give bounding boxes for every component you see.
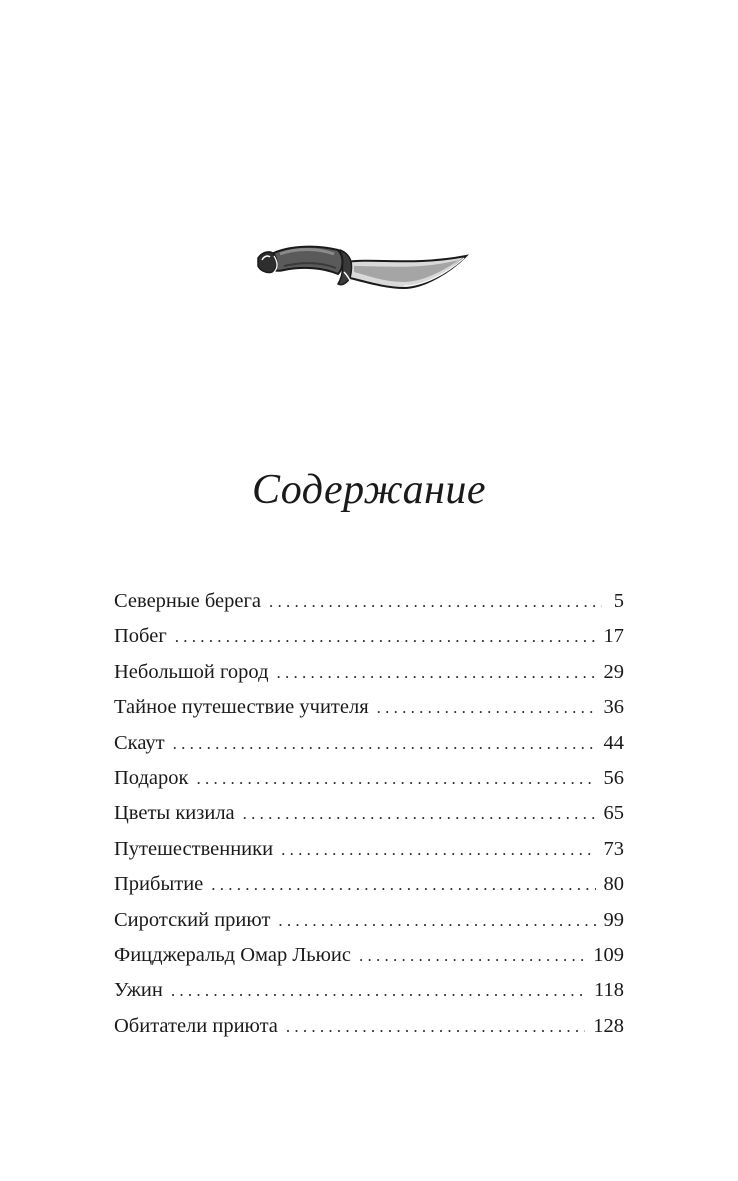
toc-entry[interactable] (114, 873, 624, 908)
toc-entry-page: 118 (594, 979, 624, 1002)
toc-entry-title: Обитатели приюта (114, 1014, 278, 1037)
toc-entry[interactable] (114, 944, 624, 979)
toc-entry-title: Подарок (114, 766, 189, 789)
toc-dot-leader (277, 663, 596, 683)
table-of-contents (114, 590, 624, 1050)
toc-entry[interactable] (114, 767, 624, 802)
toc-entry-title: Фицджеральд Омар Льюис (114, 943, 351, 966)
toc-entry[interactable] (114, 661, 624, 696)
toc-dot-leader (175, 627, 596, 647)
toc-entry-page: 5 (613, 590, 624, 612)
toc-entry-title: Побег (114, 625, 167, 648)
toc-entry-title: Цветы кизила (114, 802, 235, 825)
toc-entry[interactable] (114, 909, 624, 944)
toc-entry-page: 17 (603, 625, 624, 648)
toc-dot-leader (196, 769, 595, 789)
toc-entry-page: 44 (603, 731, 624, 754)
toc-entry-page: 128 (593, 1014, 624, 1037)
toc-entry[interactable] (114, 590, 624, 625)
toc-dot-leader (278, 911, 595, 931)
toc-dot-leader (243, 804, 596, 824)
toc-entry-page: 80 (603, 873, 624, 896)
toc-dot-leader (359, 946, 585, 966)
toc-entry[interactable] (114, 979, 624, 1014)
toc-entry-page: 56 (603, 766, 624, 789)
toc-entry-title: Ужин (114, 979, 163, 1002)
toc-entry-title: Путешественники (114, 837, 274, 860)
toc-entry-title: Тайное путешествие учителя (114, 696, 369, 719)
toc-dot-leader (286, 1017, 585, 1037)
toc-entry[interactable] (114, 696, 624, 731)
toc-entry-page: 109 (593, 943, 624, 966)
toc-entry-title: Скаут (114, 731, 165, 754)
toc-title: Содержание (251, 467, 487, 513)
toc-entry-page: 36 (603, 696, 624, 719)
toc-entry-page: 29 (603, 660, 624, 683)
toc-entry-title: Сиротский приют (114, 908, 271, 931)
toc-entry-page: 65 (603, 802, 624, 825)
toc-entry-title: Небольшой город (114, 660, 269, 683)
toc-entry-title: Прибытие (114, 873, 204, 896)
toc-entry[interactable] (114, 732, 624, 767)
toc-entry-page: 99 (603, 908, 624, 931)
toc-dot-leader (269, 592, 602, 612)
toc-entry-title: Северные берега (114, 590, 262, 612)
toc-entry[interactable] (114, 1015, 624, 1050)
toc-dot-leader (211, 875, 595, 895)
dagger-icon (254, 232, 470, 296)
toc-dot-leader (377, 698, 596, 718)
toc-dot-leader (281, 840, 595, 860)
toc-dot-leader (173, 734, 596, 754)
toc-entry[interactable] (114, 838, 624, 873)
toc-entry[interactable] (114, 625, 624, 660)
toc-dot-leader (171, 981, 586, 1001)
toc-entry-page: 73 (603, 837, 624, 860)
toc-entry[interactable] (114, 802, 624, 837)
